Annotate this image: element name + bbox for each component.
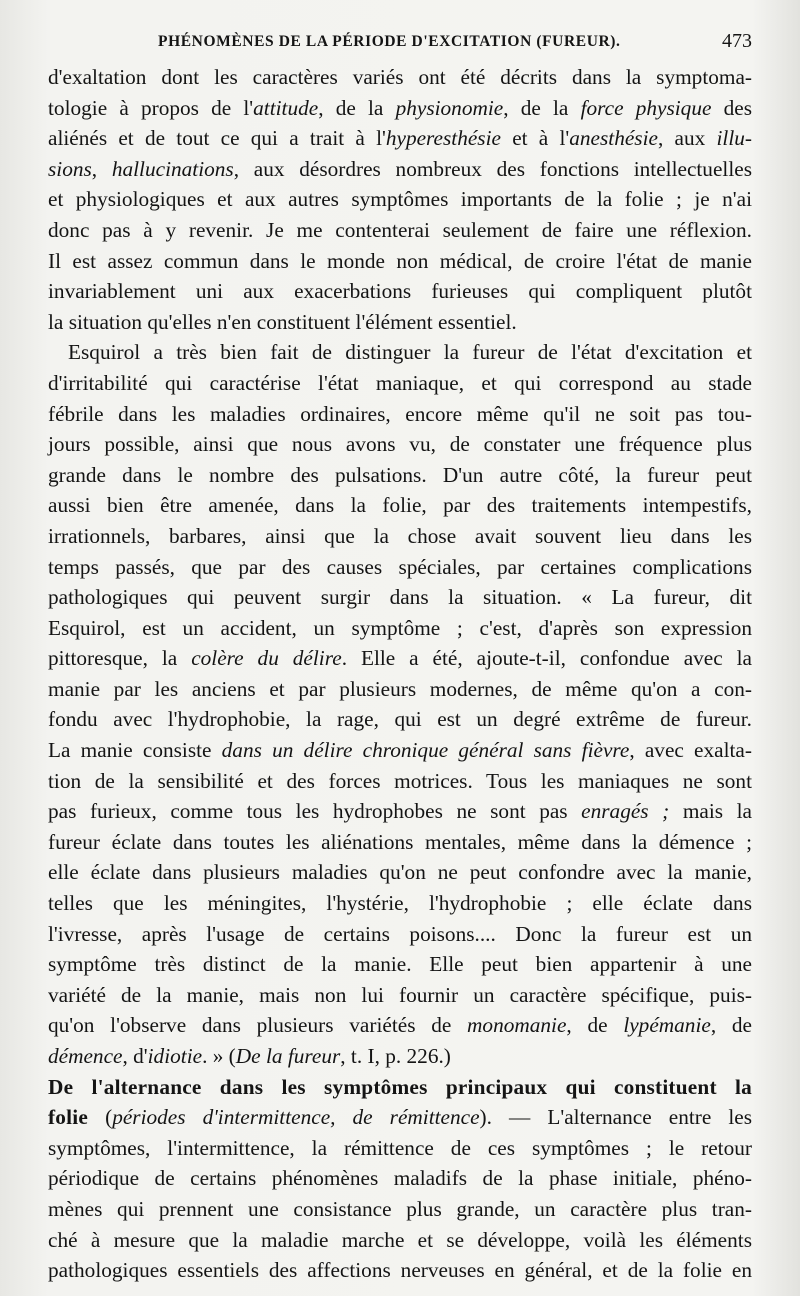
text-line: [48, 276, 752, 307]
text-run: fureur éclate dans toutes les aliénations mentales, même dans la démence ;: [48, 829, 752, 854]
text-run: . Elle a été, ajoute-t-il, confondue avec la: [341, 646, 752, 671]
text-run: pas furieux, comme tous les hydrophobes ne sont pas: [48, 799, 582, 824]
text-run: ché à mesure que la maladie marche et se développe, voilà les éléments: [48, 1227, 752, 1252]
text-line: [48, 368, 752, 399]
text-line: [48, 490, 752, 521]
text-run: et physiologiques et aux autres symptômes importants de la folie ; je n'ai: [48, 187, 752, 212]
italic-text: physionomie: [395, 95, 504, 120]
italic-text: colère du délire: [191, 646, 342, 671]
section-heading-text: De l'alternance dans les symptômes principaux qui constituent la: [48, 1074, 752, 1099]
text-run: invariablement uni aux exacerbations furieuses qui compliquent plutôt: [48, 279, 752, 304]
text-run: périodique de certains phénomènes maladifs de la phase initiale, phéno-: [48, 1166, 752, 1191]
text-line: [48, 521, 752, 552]
text-run: La manie consiste: [48, 738, 222, 763]
text-run: pathologiques qui peuvent surgir dans la situation. « La fureur, dit: [48, 585, 752, 610]
text-run: et à l': [500, 126, 570, 151]
italic-text: enragés ;: [581, 799, 670, 824]
text-run: qu'on l'observe dans plusieurs variétés de: [48, 1013, 468, 1038]
text-run: Il est assez commun dans le monde non médical, de croire l'état de manie: [48, 248, 752, 273]
text-run: d'irritabilité qui caractérise l'état maniaque, et qui correspond au stade: [48, 370, 752, 395]
text-run: (: [88, 1105, 113, 1130]
text-line: [48, 337, 752, 368]
text-run: elle éclate dans plusieurs maladies qu'on ne peut confondre avec la manie,: [48, 860, 752, 885]
text-run: manie par les anciens et par plusieurs modernes, de même qu'on a con-: [48, 676, 752, 701]
section-heading-text: folie: [48, 1105, 89, 1130]
text-line: [48, 62, 752, 93]
text-line: [48, 613, 752, 644]
italic-text: lypémanie: [623, 1013, 711, 1038]
italic-text: démence: [48, 1044, 123, 1068]
text-line: [48, 123, 752, 154]
text-line: [48, 399, 752, 430]
text-line: [48, 429, 752, 460]
text-line: [48, 888, 752, 919]
text-run: aliénés et de tout ce qui a trait à l': [48, 126, 386, 151]
italic-text: De la fureur: [235, 1044, 341, 1068]
text-run: variété de la manie, mais non lui fournir un caractère spécifique, puis-: [48, 982, 752, 1007]
text-run: temps passés, que par des causes spéciales, par certaines complications: [48, 554, 752, 579]
text-line: [48, 460, 752, 491]
text-run: grande dans le nombre des pulsations. D'un autre côté, la fureur peut: [48, 462, 752, 487]
text-line: [48, 1041, 752, 1072]
text-run: , de: [566, 1013, 624, 1038]
italic-text: dans un délire chronique général sans fièvre: [221, 738, 630, 763]
text-run: aussi bien être amenée, dans la folie, par des traitements intempestifs,: [48, 493, 752, 518]
text-line: [48, 735, 752, 766]
text-run: donc pas à y revenir. Je me contenterai seulement de faire une réflexion.: [48, 217, 752, 242]
italic-text: monomanie: [467, 1013, 567, 1038]
text-run: , aux désordres nombreux des fonctions intellectuelles: [233, 156, 752, 181]
text-run: ). — L'alternance entre les: [479, 1105, 753, 1130]
text-line: [48, 307, 752, 338]
text-run: mais la: [669, 799, 752, 824]
text-line: [48, 93, 752, 124]
text-line: [48, 1255, 752, 1286]
text-run: jours possible, ainsi que nous avons vu, de constater une fréquence plus: [48, 432, 752, 457]
text-run: d'exaltation dont les caractères variés ont été décrits dans la symptoma-: [48, 65, 752, 89]
text-run: des: [711, 95, 753, 120]
italic-text: attitude: [253, 95, 319, 120]
text-line: [48, 154, 752, 185]
italic-text: hallucinations: [111, 156, 234, 181]
body-text: [48, 62, 752, 1286]
page-number: 473: [722, 30, 752, 52]
text-run: symptôme très distinct de la manie. Elle peut bien appartenir à une: [48, 952, 752, 977]
text-run: l'ivresse, après l'usage de certains poisons.... Donc la fureur est un: [48, 921, 752, 946]
italic-text: sions: [48, 156, 92, 181]
text-line: [48, 1010, 752, 1041]
text-run: symptômes, l'intermittence, la rémittence de ces symptômes ; le retour: [48, 1135, 752, 1160]
text-line: [48, 827, 752, 858]
text-run: tion de la sensibilité et des forces motrices. Tous les maniaques ne sont: [48, 768, 752, 793]
text-run: pathologiques essentiels des affections nerveuses en général, et de la folie en: [48, 1258, 752, 1283]
text-line: [48, 1163, 752, 1194]
text-line: [48, 1102, 752, 1133]
text-run: . » (: [202, 1044, 236, 1068]
italic-text: idiotie: [147, 1044, 203, 1068]
text-line: [48, 215, 752, 246]
text-line: [48, 184, 752, 215]
italic-text: hyperesthésie: [385, 126, 501, 151]
text-line: [48, 796, 752, 827]
text-run: telles que les méningites, l'hystérie, l'hydrophobie ; elle éclate dans: [48, 891, 752, 916]
text-run: , de la: [318, 95, 396, 120]
text-line: [48, 766, 752, 797]
text-run: tologie à propos de l': [48, 95, 254, 120]
text-line: [48, 1194, 752, 1225]
text-run: fondu avec l'hydrophobie, la rage, qui est un degré extrême de fureur.: [48, 707, 752, 732]
text-line: [48, 980, 752, 1011]
text-run: , aux: [657, 126, 717, 151]
text-line: [48, 674, 752, 705]
text-line: [48, 552, 752, 583]
text-line: [48, 1133, 752, 1164]
running-head: PHÉNOMÈNES DE LA PÉRIODE D'EXCITATION (FUREUR).: [158, 33, 621, 50]
text-run: fébrile dans les maladies ordinaires, encore même qu'il ne soit pas tou-: [48, 401, 752, 426]
text-run: ,: [91, 156, 112, 181]
italic-text: anesthésie: [569, 126, 658, 151]
text-line: [48, 1072, 752, 1103]
text-run: Esquirol a très bien fait de distinguer la fureur de l'état d'excitation et: [68, 340, 752, 365]
text-run: irrationnels, barbares, ainsi que la chose avait souvent lieu dans les: [48, 523, 752, 548]
text-line: [48, 949, 752, 980]
text-line: [48, 246, 752, 277]
text-run: , de la: [503, 95, 581, 120]
text-run: , de: [710, 1013, 752, 1038]
text-run: pittoresque, la: [48, 646, 192, 671]
text-line: [48, 919, 752, 950]
italic-text: illu-: [716, 126, 752, 151]
text-run: mènes qui prennent une consistance plus grande, un caractère plus tran-: [48, 1196, 752, 1221]
italic-text: force physique: [580, 95, 712, 120]
text-line: [48, 582, 752, 613]
text-run: , d': [122, 1044, 148, 1068]
text-run: , t. I, p. 226.): [340, 1044, 451, 1068]
italic-text: périodes d'intermittence, de rémittence: [112, 1105, 480, 1130]
text-run: Esquirol, est un accident, un symptôme ; c'est, d'après son expression: [48, 615, 752, 640]
text-run: , avec exalta-: [629, 738, 752, 763]
text-line: [48, 1225, 752, 1256]
page-header: [48, 30, 752, 61]
text-line: [48, 857, 752, 888]
text-line: [48, 643, 752, 674]
text-run: la situation qu'elles n'en constituent l'élément essentiel.: [48, 309, 517, 334]
text-line: [48, 704, 752, 735]
